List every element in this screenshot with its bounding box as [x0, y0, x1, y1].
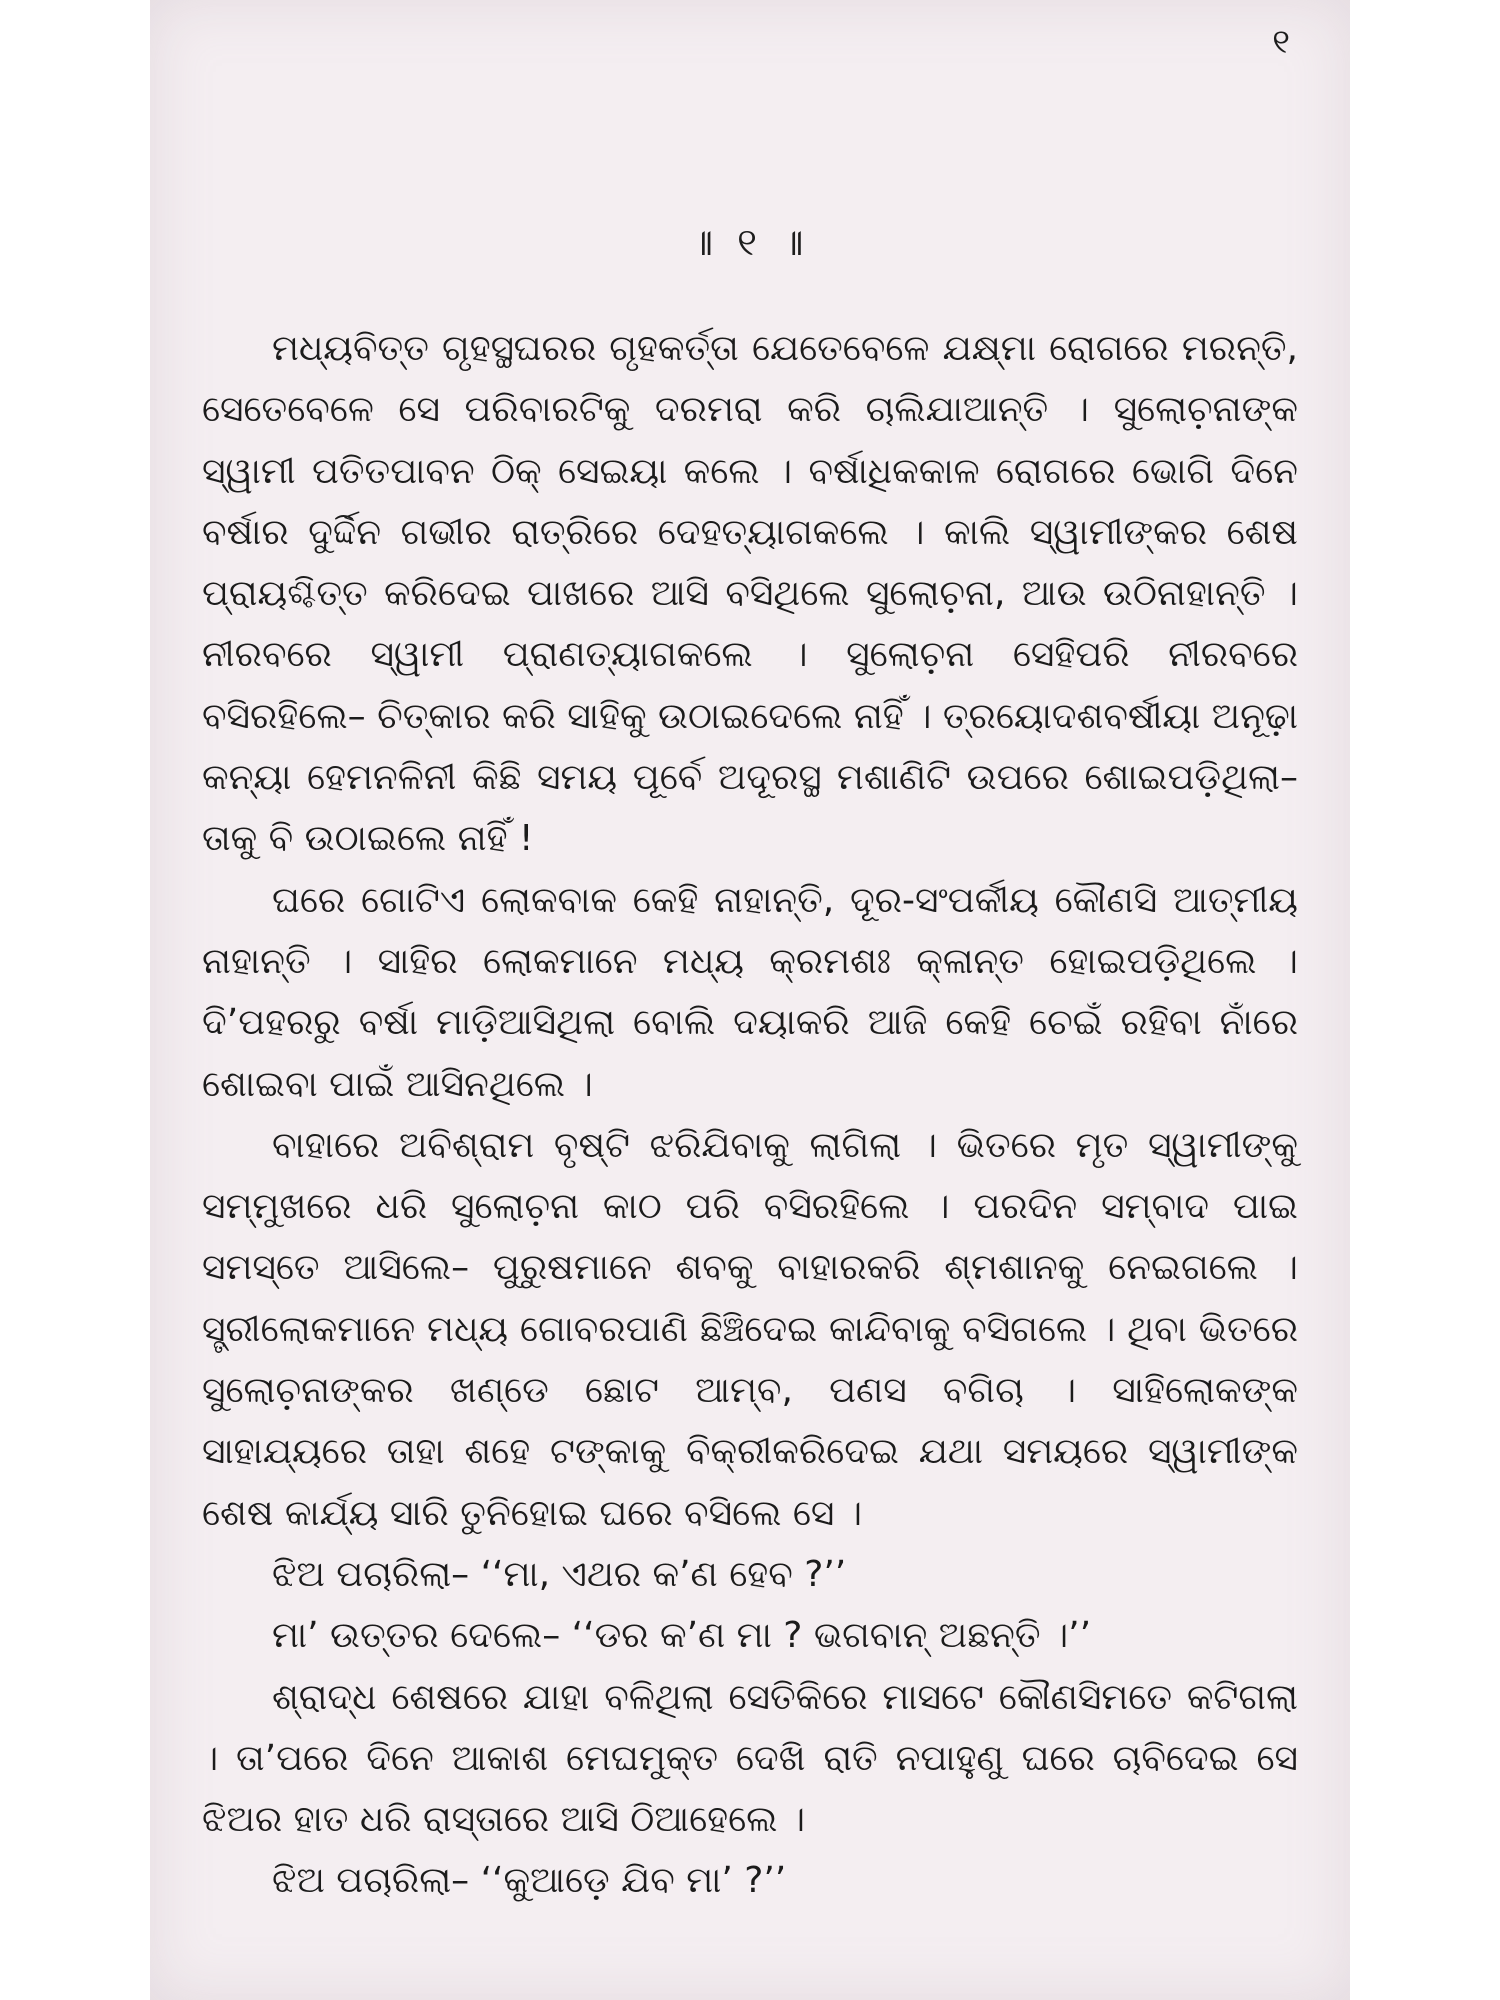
body-text — [202, 318, 1298, 1912]
dialogue-line: ଝିଅ ପଚାରିଲା– ‘‘କୁଆଡ଼େ ଯିବ ମା’ ?’’ — [272, 1860, 787, 1902]
book-page — [150, 0, 1350, 2000]
paragraph: ଘରେ ଗୋଟିଏ ଲୋକବାକ କେହି ନାହାନ୍ତି, ଦୂର-ସଂପର୍କୀୟ କୌଣସି ଆତ୍ମୀୟ ନାହାନ୍ତି । ସାହିର ଲୋକମାନେ ମଧ୍ୟ କ୍ରମଶଃ କ୍ଳାନ୍ତ ହୋଇପଡ଼ିଥିଲେ । ଦି’ପହରରୁ ବର୍ଷା ମାଡ଼ିଆସିଥିଲା ବୋଲି ଦୟାକରି ଆଜି କେହି ଚେଇଁ ରହିବା ନାଁରେ ଶୋଇବା ପାଇଁ ଆସିନଥିଲେ । — [202, 879, 1298, 1105]
dialogue-line: ଝିଅ ପଚାରିଲା– ‘‘ମା, ଏଥର କ’ଣ ହେବ ?’’ — [272, 1553, 847, 1595]
dialogue-line: ମା’ ଉତ୍ତର ଦେଲେ– ‘‘ଡର କ’ଣ ମା ? ଭଗବାନ୍ ଅଛନ୍ତି ।’’ — [272, 1615, 1092, 1657]
chapter-heading: ॥ ୧ ॥ — [690, 220, 810, 264]
paragraph: ଶ୍ରାଦ୍ଧ ଶେଷରେ ଯାହା ବଳିଥିଲା ସେତିକିରେ ମାସଟେ କୌଣସିମତେ କଟିଗଲା । ତା’ପରେ ଦିନେ ଆକାଶ ମେଘମୁକ୍ତ ଦେଖି ରାତି ନପାହୁଣୁ ଘରେ ଚାବିଦେଇ ସେ ଝିଅର ହାତ ଧରି ରାସ୍ତାରେ ଆସି ଠିଆହେଲେ । — [202, 1676, 1298, 1841]
page-number: ୧ — [1272, 22, 1290, 62]
paragraph: ମଧ୍ୟବିତ୍ତ ଗୃହସ୍ଥଘରର ଗୃହକର୍ତ୍ତା ଯେତେବେଳେ ଯକ୍ଷ୍ମା ରୋଗରେ ମରନ୍ତି, ସେତେବେଳେ ସେ ପରିବାରଟିକୁ ଦରମରା କରି ଚାଲିଯାଆନ୍ତି । ସୁଲୋଚ଼ନାଙ୍କ ସ୍ୱାମୀ ପତିତପାବନ ଠିକ୍ ସେଇୟା କଲେ । ବର୍ଷାଧିକକାଳ ରୋଗରେ ଭୋଗି ଦିନେ ବର୍ଷାର ଦୁର୍ଦ୍ଦିନ ଗଭୀର ରାତ୍ରିରେ ଦେହତ୍ୟାଗକଲେ । କାଲି ସ୍ୱାମୀଙ୍କର ଶେଷ ପ୍ରାୟଶ୍ଚିତ୍ତ କରିଦେଇ ପାଖରେ ଆସି ବସିଥିଲେ ସୁଲୋଚ଼ନା, ଆଉ ଉଠିନାହାନ୍ତି । ନୀରବରେ ସ୍ୱାମୀ ପ୍ରାଣତ୍ୟାଗକଲେ । ସୁଲୋଚ଼ନା ସେହିପରି ନୀରବରେ ବସିରହିଲେ– ଚିତ୍କାର କରି ସାହିକୁ ଉଠାଇଦେଲେ ନାହିଁ । ତ୍ରୟୋଦଶବର୍ଷୀୟା ଅନୂଢ଼ା କନ୍ୟା ହେମନଳିନୀ କିଛି ସମୟ ପୂର୍ବେ ଅଦୂରସ୍ଥ ମଶାଣିଟି ଉପରେ ଶୋଇପଡ଼ିଥିଲା– ତାକୁ ବି ଉଠାଇଲେ ନାହିଁ ! — [202, 328, 1298, 860]
paragraph: ବାହାରେ ଅବିଶ୍ରାମ ବୃଷ୍ଟି ଝରିଯିବାକୁ ଲାଗିଲା । ଭିତରେ ମୃତ ସ୍ୱାମୀଙ୍କୁ ସମ୍ମୁଖରେ ଧରି ସୁଲୋଚ଼ନା କାଠ ପରି ବସିରହିଲେ । ପରଦିନ ସମ୍ବାଦ ପାଇ ସମସ୍ତେ ଆସିଲେ– ପୁରୁଷମାନେ ଶବକୁ ବାହାରକରି ଶ୍ମଶାନକୁ ନେଇଗଲେ । ସ୍ତ୍ରୀଲୋକମାନେ ମଧ୍ୟ ଗୋବରପାଣି ଛିଞ୍ଚିଦେଇ କାନ୍ଦିବାକୁ ବସିଗଲେ । ଥିବା ଭିତରେ ସୁଲୋଚ଼ନାଙ୍କର ଖଣ୍ଡେ ଛୋଟ ଆମ୍ବ, ପଣସ ବଗିଚା । ସାହିଲୋକଙ୍କ ସାହାଯ୍ୟରେ ତାହା ଶହେ ଟଙ୍କାକୁ ବିକ୍ରୀକରିଦେଇ ଯଥା ସମୟରେ ସ୍ୱାମୀଙ୍କ ଶେଷ କାର୍ଯ୍ୟ ସାରି ତୁନିହୋଇ ଘରେ ବସିଲେ ସେ । — [202, 1124, 1298, 1534]
